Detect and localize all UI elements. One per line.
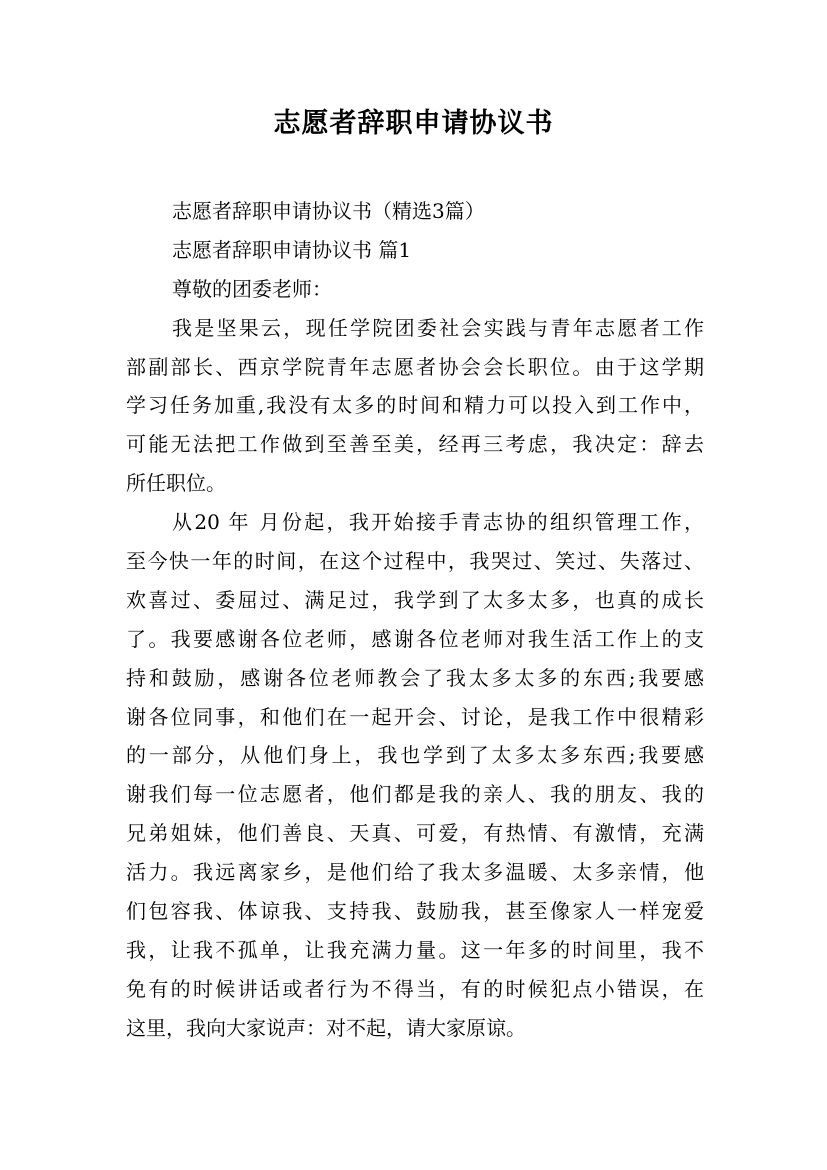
body-text-line: 学习任务加重,我没有太多的时间和精力可以投入到工作中， <box>126 393 704 418</box>
body-text-line: 部副部长、西京学院青年志愿者协会会长职位。由于这学期 <box>126 354 704 379</box>
body-text-line: 免有的时候讲话或者行为不得当，有的时候犯点小错误，在 <box>126 976 704 1001</box>
body-text-line: 持和鼓励，感谢各位老师教会了我太多太多的东西;我要感 <box>126 665 704 690</box>
body-text-line: 这里，我向大家说声：对不起，请大家原谅。 <box>126 1015 526 1040</box>
body-text-line: 我是坚果云，现任学院团委社会实践与青年志愿者工作 <box>172 315 704 340</box>
document-body <box>126 192 704 1048</box>
body-text-line: 欢喜过、委屈过、满足过，我学到了太多太多，也真的成长 <box>126 587 704 612</box>
body-text-line: 志愿者辞职申请协议书（精选3篇） <box>172 199 485 223</box>
body-text-line: 谢我们每一位志愿者，他们都是我的亲人、我的朋友、我的 <box>126 782 704 807</box>
body-text-line: 兄弟姐妹，他们善良、天真、可爱，有热情、有激情，充满 <box>126 821 704 846</box>
document-title: 志愿者辞职申请协议书 <box>273 108 554 139</box>
body-text-line: 至今快一年的时间，在这个过程中，我哭过、笑过、失落过、 <box>126 549 704 574</box>
body-text-line: 志愿者辞职申请协议书 篇1 <box>172 237 412 262</box>
body-text-line: 尊敬的团委老师： <box>172 276 332 301</box>
body-text-line: 可能无法把工作做到至善至美，经再三考虑，我决定：辞去 <box>126 432 704 457</box>
body-text-line: 所任职位。 <box>126 471 226 496</box>
body-text-line: 我，让我不孤单，让我充满力量。这一年多的时间里，我不 <box>126 937 704 962</box>
body-text-line: 从20 年 月份起，我开始接手青志协的组织管理工作， <box>172 510 704 535</box>
body-text-line: 们包容我、体谅我、支持我、鼓励我，甚至像家人一样宠爱 <box>126 899 704 924</box>
body-text-line: 谢各位同事，和他们在一起开会、讨论，是我工作中很精彩 <box>126 704 704 729</box>
body-text-line: 活力。我远离家乡，是他们给了我太多温暖、太多亲情，他 <box>126 860 704 885</box>
body-text-line: 的一部分，从他们身上，我也学到了太多太多东西;我要感 <box>126 743 704 768</box>
body-text-line: 了。我要感谢各位老师，感谢各位老师对我生活工作上的支 <box>126 626 704 651</box>
